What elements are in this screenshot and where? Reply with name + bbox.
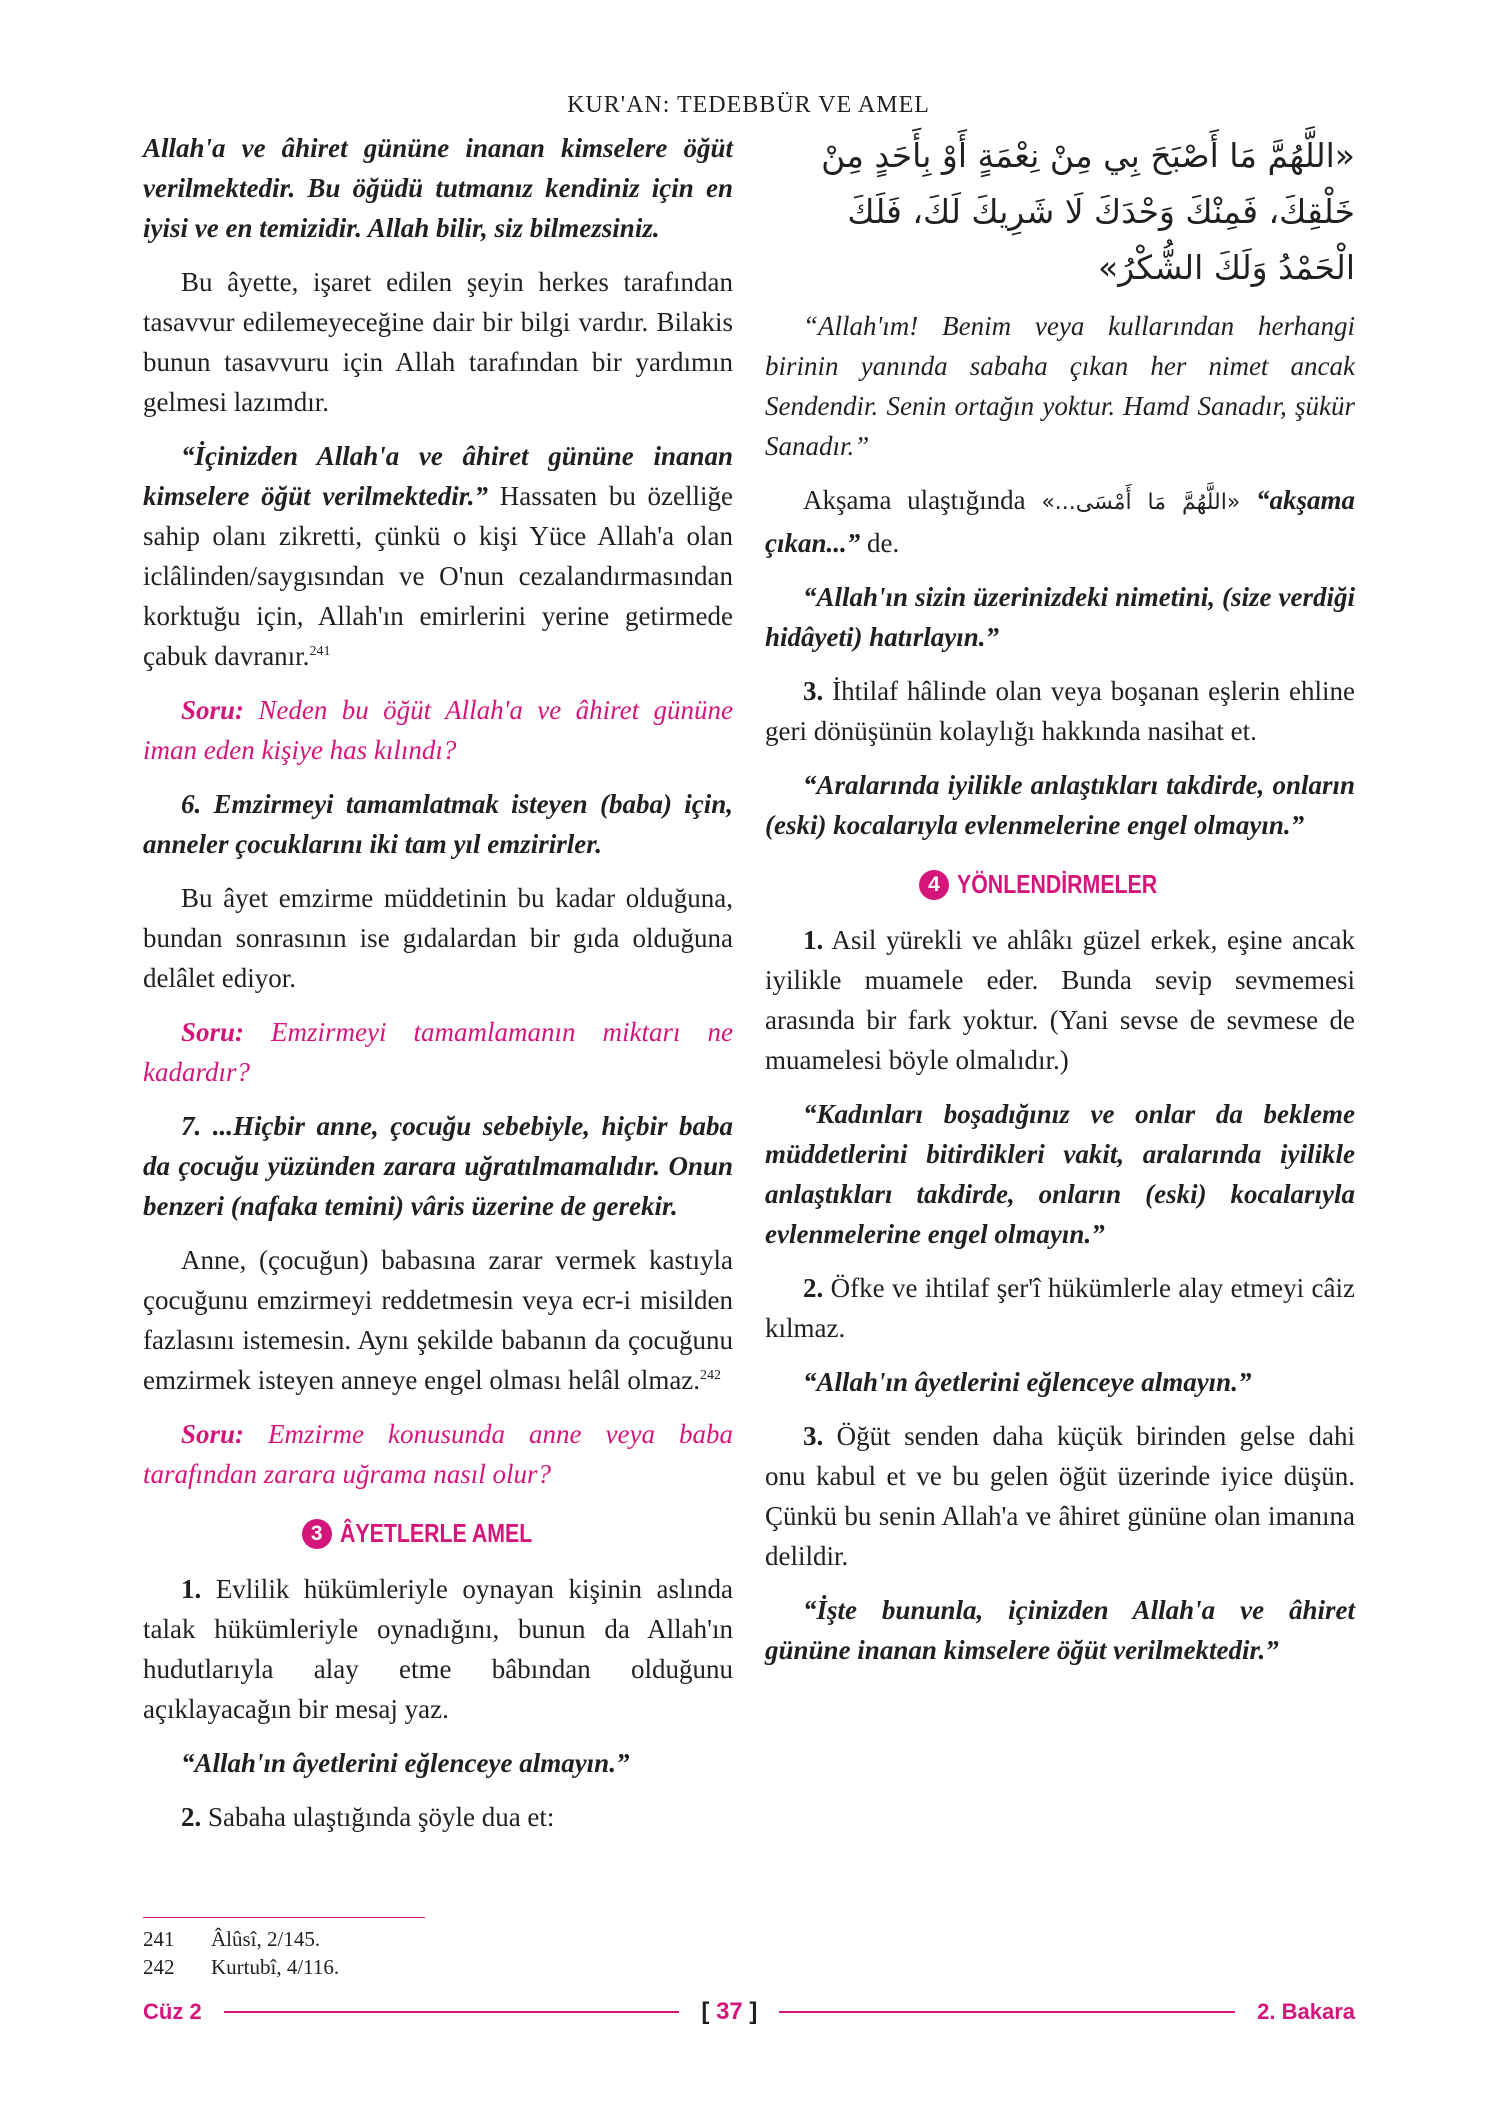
page-footer [143, 1995, 1355, 2029]
paragraph [143, 436, 733, 676]
footnote-ref: 241 [309, 644, 331, 659]
paragraph [765, 671, 1355, 751]
question [143, 690, 733, 770]
paragraph-text: Hassaten bu özelliğe sahip olanı zikretti, çünkü o kişi Yüce Allah'a olan iclâlinden/saygısından ve O'nun cezalandırmasından korktuğu için, Allah'ın emirlerini yerine getirmede çabuk davranır. [143, 481, 733, 671]
question-text: Emzirmeyi tamamlamanın miktarı ne kadardır? [143, 1017, 733, 1087]
section-title: YÖNLENDİRMELER [956, 869, 1158, 899]
verse-text: 6. Emzirmeyi tamamlatmak isteyen (baba) için, anneler çocuklarını iki tam yıl emzirirler. [143, 789, 733, 859]
question-label: Soru: [181, 1017, 245, 1047]
footnote-number: 242 [143, 1955, 175, 1979]
question-text: Neden bu öğüt Allah'a ve âhiret gününe iman eden kişiye has kılındı? [143, 695, 733, 765]
translation: “Allah'ım! Benim veya kullarından herhangi birinin yanında sabaha çıkan her nimet ancak Sendendir. Senin ortağın yoktur. Hamd Sanadır, şükür Sanadır.” [765, 311, 1355, 461]
paragraph-text: Bu âyette, işaret edilen şeyin herkes tarafından tasavvur edilemeyeceğine dair bir bilgi vardır. Bilakis bunun tasavvuru için Allah tarafından bir yardımın gelmesi lazımdır. [143, 267, 733, 417]
page-number [701, 1998, 757, 2026]
paragraph-text: İhtilaf hâlinde olan veya boşanan eşlerin ehline geri dönüşünün kolaylığı hakkında nasihat et. [765, 676, 1355, 746]
footnote [143, 1953, 339, 1981]
footer-line [779, 2011, 1235, 2013]
verse-quote: “Allah'ın sizin üzerinizdeki nimetini, (size verdiği hidâyeti) hatırlayın.” [765, 582, 1355, 652]
paragraph [143, 1797, 733, 1837]
paragraph-text: Evlilik hükümleriyle oynayan kişinin aslında talak hükümleriyle oynadığını, bunun da Allah'ın hudutlarıyla alay etme bâbından olduğunu açıklayacağın bir mesaj yaz. [143, 1574, 733, 1724]
paragraph [765, 1268, 1355, 1348]
footer-line [224, 2011, 680, 2013]
paragraph: Bu âyet emzirme müddetinin bu kadar olduğuna, bundan sonrasının ise gıdalardan bir gıda olduğuna delâlet ediyor. [143, 883, 733, 993]
quote: “akşama çıkan...” [765, 485, 1355, 558]
verse-quote: “Aralarında iyilikle anlaştıkları takdirde, onların (eski) kocalarıyla evlenmelerine engel olmayın.” [765, 770, 1355, 840]
item-number: 3. [803, 676, 824, 706]
item-number: 1. [181, 1574, 202, 1604]
section-heading [143, 1518, 733, 1549]
footnote-text: Kurtubî, 4/116. [211, 1955, 340, 1979]
paragraph-text: de. [860, 528, 900, 558]
question [143, 1414, 733, 1494]
footnote-number: 241 [143, 1927, 175, 1951]
paragraph [143, 1569, 733, 1729]
page-number-value: 37 [716, 1998, 743, 2025]
running-head: KUR'AN: TEDEBBÜR VE AMEL [567, 92, 930, 118]
paragraph-text: Asil yürekli ve ahlâkı güzel erkek, eşine ancak iyilikle muamele eder. Bunda sevip sevmemesi arasında bir fark yoktur. (Yani sevse de sevmese de muamelesi böyle olmalıdır.) [765, 925, 1355, 1075]
question-label: Soru: [181, 695, 245, 725]
paragraph-text: Öğüt senden daha küçük birinden gelse dahi onu kabul et ve bu gelen öğüt üzerinde iyice düşün. Çünkü bu senin Allah'a ve âhiret gününe olan imanına delildir. [765, 1421, 1355, 1571]
section-number-badge: 3 [302, 1519, 332, 1549]
item-number: 2. [181, 1802, 202, 1832]
item-number: 3. [803, 1421, 824, 1451]
section-number-badge: 4 [919, 870, 949, 900]
verse-quote: “İşte bununla, içinizden Allah'a ve âhiret gününe inanan kimselere öğüt verilmektedir.” [765, 1595, 1355, 1665]
section-heading [765, 869, 1355, 900]
paragraph [765, 920, 1355, 1080]
page-bracket-open: [ [701, 1998, 717, 2025]
arabic-prayer: «اللَّهُمَّ مَا أَصْبَحَ بِي مِنْ نِعْمَةٍ أَوْ بِأَحَدٍ مِنْ خَلْقِكَ، فَمِنْكَ وَحْدَكَ لَا شَرِيكَ لَكَ، فَلَكَ الْحَمْدُ وَلَكَ الشُّكْرُ» [821, 136, 1355, 287]
footnote [143, 1925, 339, 1953]
footnote-divider [143, 1917, 425, 1918]
verse-quote: “Kadınları boşadığınız ve onlar da bekleme müddetlerini bitirdikleri vakit, aralarında iyilikle anlaştıkları takdirde, onların (eski) kocalarıyla evlenmelerine engel olmayın.” [765, 1099, 1355, 1249]
question-text: Emzirme konusunda anne veya baba tarafından zarara uğrama nasıl olur? [143, 1419, 733, 1489]
footnote-ref: 242 [700, 1368, 722, 1383]
paragraph [143, 262, 733, 422]
verse-quote: “İçinizden Allah'a ve âhiret gününe inanan kimselere öğüt verilmektedir.” [143, 441, 733, 511]
paragraph [765, 480, 1355, 563]
footnote-text: Âlûsî, 2/145. [211, 1927, 321, 1951]
paragraph-text: Öfke ve ihtilaf şer'î hükümlerle alay etmeyi câiz kılmaz. [765, 1273, 1355, 1343]
right-column [765, 128, 1355, 1684]
item-number: 2. [803, 1273, 824, 1303]
left-column [143, 128, 733, 1851]
footer-surah: 2. Bakara [1257, 1999, 1355, 2024]
paragraph-text: Sabaha ulaştığında şöyle dua et: [201, 1802, 555, 1832]
paragraph-text: Akşama ulaştığında [803, 485, 1042, 515]
footer-juz: Cüz 2 [143, 1999, 202, 2024]
verse-quote: “Allah'ın âyetlerini eğlenceye almayın.” [803, 1367, 1252, 1397]
arabic-inline: «اللَّهُمَّ مَا أَمْسَى...» [1041, 490, 1241, 515]
item-number: 1. [803, 925, 824, 955]
question [143, 1012, 733, 1092]
question-label: Soru: [181, 1419, 245, 1449]
paragraph-text: Anne, (çocuğun) babasına zarar vermek kastıyla çocuğunu emzirmeyi reddetmesin veya ecr-i misilden fazlasını istemesin. Aynı şekilde babanın da çocuğunu emzirmek isteyen anneye engel olması helâl olmaz. [143, 1245, 733, 1395]
paragraph [143, 1240, 733, 1400]
section-title: ÂYETLERLE AMEL [339, 1518, 533, 1548]
verse-text: Allah'a ve âhiret gününe inanan kimselere öğüt verilmektedir. Bu öğüdü tutmanız kendiniz için en iyisi ve en temizidir. Allah bilir, siz bilmezsiniz. [143, 133, 733, 243]
paragraph [765, 1416, 1355, 1576]
verse-text: 7. ...Hiçbir anne, çocuğu sebebiyle, hiçbir baba da çocuğu yüzünden zarara uğratılmamalıdır. Onun benzeri (nafaka temini) vâris üzerine de gerekir. [143, 1111, 733, 1221]
page-bracket-close: ] [742, 1998, 758, 2025]
verse-quote: “Allah'ın âyetlerini eğlenceye almayın.” [181, 1748, 630, 1778]
footnotes [143, 1925, 339, 1981]
